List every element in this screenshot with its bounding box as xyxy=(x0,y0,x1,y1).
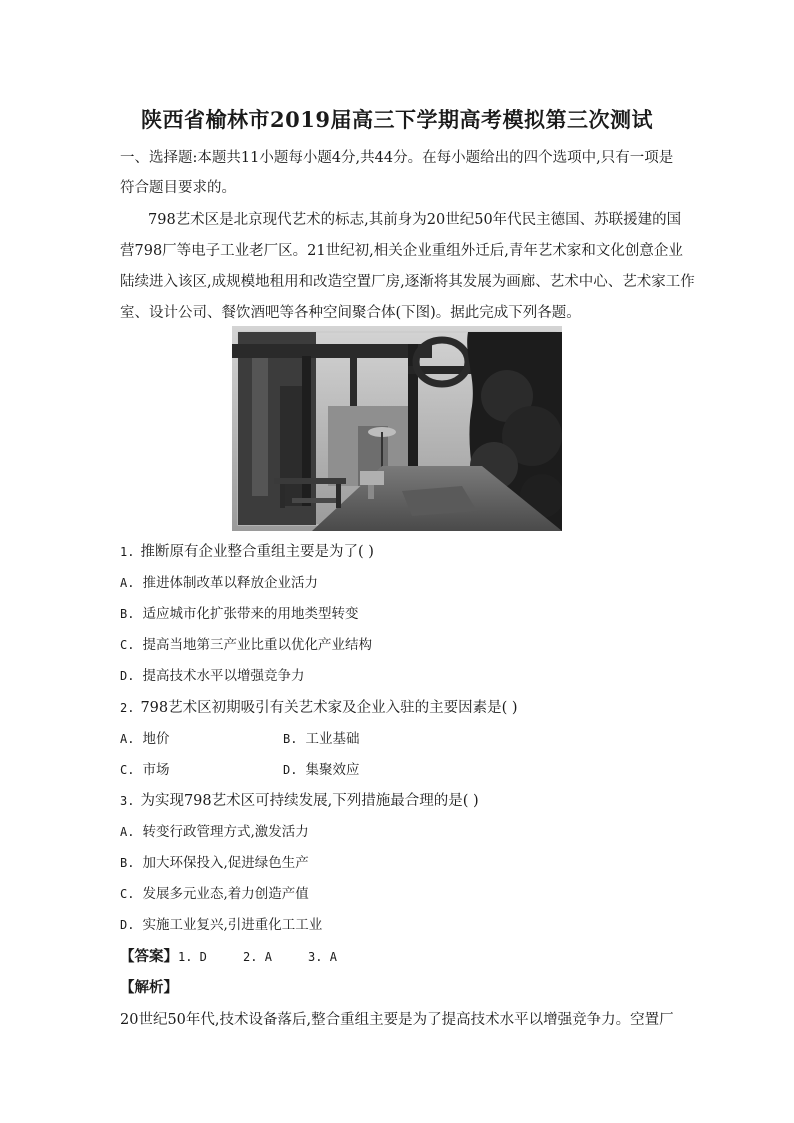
question-2-option-c[interactable]: C. 市场 xyxy=(120,762,170,778)
analysis-text: 20世纪50年代,技术设备落后,整合重组主要是为了提高技术水平以增强竞争力。空置厂 xyxy=(120,1012,674,1028)
question-2-number: 2. xyxy=(120,701,135,715)
question-1-text: 推断原有企业整合重组主要是为了( ) xyxy=(140,544,374,560)
page-title: 陕西省榆林市2019届高三下学期高考模拟第三次测试 xyxy=(141,107,653,132)
question-2-option-d[interactable]: D. 集聚效应 xyxy=(283,762,360,778)
question-2-option-a[interactable]: A. 地价 xyxy=(120,731,170,747)
instructions-line-1: 一、选择题:本题共11小题每小题4分,共44分。在每小题给出的四个选项中,只有一项是 xyxy=(120,150,674,166)
question-3-stem xyxy=(120,789,479,810)
question-3-number: 3. xyxy=(120,794,135,808)
instructions-line-2: 符合题目要求的。 xyxy=(120,180,236,196)
question-1-option-d[interactable]: D. 提高技术水平以增强竞争力 xyxy=(120,668,305,684)
passage-line-1: 798艺术区是北京现代艺术的标志,其前身为20世纪50年代民主德国、苏联援建的国 xyxy=(148,212,682,228)
question-1-stem xyxy=(120,540,374,561)
analysis-label: 【解析】 xyxy=(120,979,178,996)
answer-line xyxy=(120,945,337,966)
passage-line-3: 陆续进入该区,成规模地租用和改造空置厂房,逐渐将其发展为画廊、艺术中心、艺术家工作 xyxy=(120,274,695,290)
question-3-option-d[interactable]: D. 实施工业复兴,引进重化工工业 xyxy=(120,917,323,933)
question-2-text: 798艺术区初期吸引有关艺术家及企业入驻的主要因素是( ) xyxy=(140,700,518,716)
question-1-option-c[interactable]: C. 提高当地第三产业比重以优化产业结构 xyxy=(120,637,372,653)
answer-text: 1. D 2. A 3. A xyxy=(178,950,337,964)
question-3-option-b[interactable]: B. 加大环保投入,促进绿色生产 xyxy=(120,855,309,871)
answer-label: 【答案】 xyxy=(120,948,178,965)
art-district-photo xyxy=(232,326,562,531)
question-1-number: 1. xyxy=(120,545,135,559)
question-1-option-a[interactable]: A. 推进体制改革以释放企业活力 xyxy=(120,575,318,591)
question-3-option-c[interactable]: C. 发展多元业态,着力创造产值 xyxy=(120,886,309,902)
question-2-option-b[interactable]: B. 工业基础 xyxy=(283,731,360,747)
passage-line-4: 室、设计公司、餐饮酒吧等各种空间聚合体(下图)。据此完成下列各题。 xyxy=(120,305,581,321)
question-1-option-b[interactable]: B. 适应城市化扩张带来的用地类型转变 xyxy=(120,606,359,622)
question-3-text: 为实现798艺术区可持续发展,下列措施最合理的是( ) xyxy=(140,793,479,809)
question-3-option-a[interactable]: A. 转变行政管理方式,激发活力 xyxy=(120,824,309,840)
question-2-stem xyxy=(120,696,518,717)
passage-line-2: 营798厂等电子工业老厂区。21世纪初,相关企业重组外迁后,青年艺术家和文化创意企业 xyxy=(120,243,683,259)
